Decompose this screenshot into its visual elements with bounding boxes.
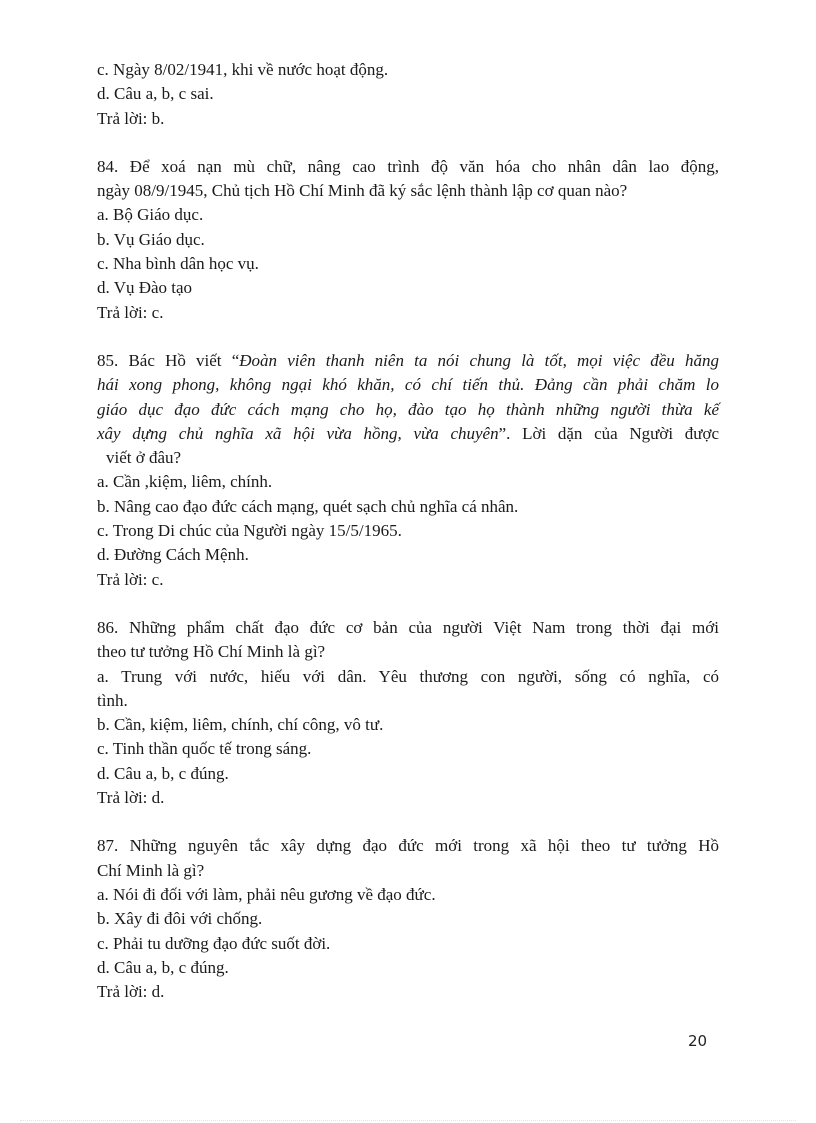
option-b: b. Xây đi đôi với chống. (97, 909, 263, 929)
option-d: d. Câu a, b, c đúng. (97, 957, 229, 977)
answer: Trả lời: d. (97, 788, 165, 808)
question-87 (97, 834, 719, 1004)
option-c: c. Tinh thần quốc tế trong sáng. (97, 739, 312, 759)
quote-text: Đoàn viên thanh niên ta nói chung là tốt, mọi việc đều hăng (239, 350, 719, 370)
option-c: c. Phải tu dưỡng đạo đức suốt đời. (97, 933, 331, 953)
document-page (97, 58, 719, 1004)
option-b: b. Nâng cao đạo đức cách mạng, quét sạch chủ nghĩa cá nhân. (97, 496, 519, 516)
answer: Trả lời: c. (97, 569, 164, 589)
option-d: d. Câu a, b, c sai. (97, 84, 214, 104)
question-tail: ”. Lời dặn của Người được (498, 423, 720, 443)
option-c: c. Trong Di chúc của Người ngày 15/5/1965. (97, 521, 402, 541)
option-a: a. Cần ,kiệm, liêm, chính. (97, 472, 273, 492)
answer: Trả lời: d. (97, 982, 165, 1002)
question-text-line: viết ở đâu? (106, 448, 182, 468)
option-a: a. Bộ Giáo dục. (97, 205, 204, 225)
option-a: a. Nói đi đối với làm, phải nêu gương về đạo đức. (97, 884, 436, 904)
answer: Trả lời: c. (97, 302, 164, 322)
quote-text: xây dựng chủ nghĩa xã hội vừa hồng, vừa chuyên (97, 423, 499, 443)
option-d: d. Vụ Đào tạo (97, 278, 193, 298)
question-text-line: 86. Những phẩm chất đạo đức cơ bản của người Việt Nam trong thời đại mới (97, 617, 719, 637)
option-c: c. Ngày 8/02/1941, khi về nước hoạt động. (97, 60, 389, 79)
option-c: c. Nha bình dân học vụ. (97, 254, 259, 274)
question-84 (97, 155, 719, 325)
question-86 (97, 616, 719, 810)
quote-text-line: giáo dục đạo đức cách mạng cho họ, đào tạo họ thành những người thừa kế (97, 399, 719, 419)
option-b: b. Cần, kiệm, liêm, chính, chí công, vô tư. (97, 715, 384, 735)
option-d: d. Câu a, b, c đúng. (97, 763, 229, 783)
question-text-line: 84. Để xoá nạn mù chữ, nâng cao trình độ văn hóa cho nhân dân lao động, (97, 156, 719, 176)
page-number: 20 (688, 1032, 708, 1050)
question-text-line: ngày 08/9/1945, Chủ tịch Hồ Chí Minh đã ký sắc lệnh thành lập cơ quan nào? (97, 181, 628, 201)
option-d: d. Đường Cách Mệnh. (97, 545, 249, 565)
question-85 (97, 349, 719, 592)
option-a-continued: tình. (97, 690, 128, 710)
page-bottom-divider (20, 1120, 796, 1121)
option-b: b. Vụ Giáo dục. (97, 229, 205, 249)
previous-question-tail (97, 58, 719, 131)
option-a: a. Trung với nước, hiếu với dân. Yêu thương con người, sống có nghĩa, có (97, 666, 719, 686)
quote-text-line: hái xong phong, không ngại khó khăn, có chí tiến thủ. Đảng cần phải chăm lo (97, 375, 719, 395)
question-text-line: 87. Những nguyên tắc xây dựng đạo đức mới trong xã hội theo tư tưởng Hồ (97, 836, 719, 856)
question-lead: 85. Bác Hồ viết “ (97, 350, 240, 370)
question-text-line: Chí Minh là gì? (97, 860, 205, 880)
answer: Trả lời: b. (97, 108, 165, 128)
question-text-line: theo tư tưởng Hồ Chí Minh là gì? (97, 642, 326, 662)
question-text-line (97, 349, 719, 373)
question-text-line (97, 422, 719, 446)
